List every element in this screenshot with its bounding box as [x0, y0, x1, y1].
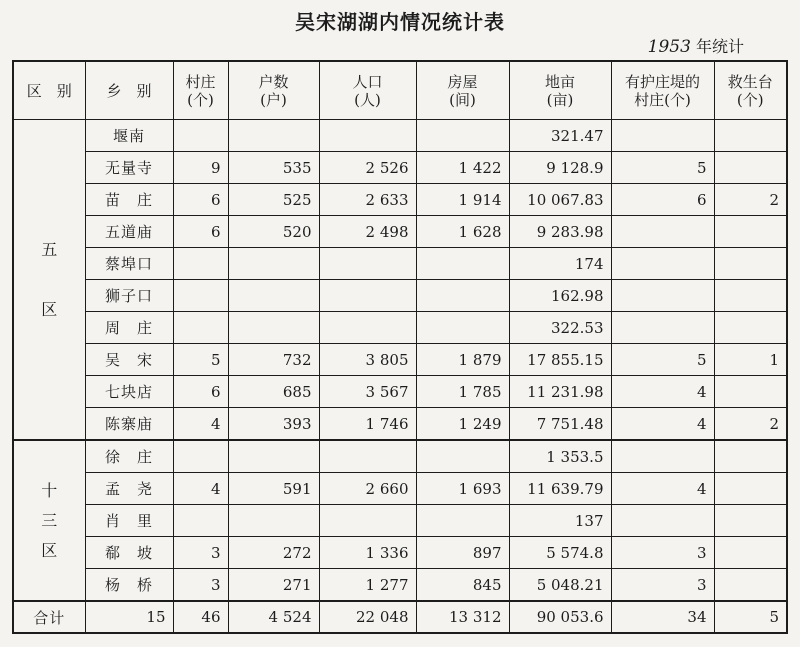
land-cell: 9 128.9 [509, 152, 611, 184]
header-rescue-platforms: 救生台 (个) [714, 61, 787, 120]
rescue-cell [714, 216, 787, 248]
township-cell: 吴 宋 [85, 344, 173, 376]
dike-cell: 6 [611, 184, 714, 216]
dike-cell: 5 [611, 344, 714, 376]
dike-cell [611, 505, 714, 537]
population-cell [319, 280, 416, 312]
table-row [13, 440, 787, 473]
land-cell: 137 [509, 505, 611, 537]
households-cell: 591 [228, 473, 319, 505]
population-cell: 1 746 [319, 408, 416, 441]
dike-cell: 5 [611, 152, 714, 184]
rescue-cell [714, 440, 787, 473]
dike-cell [611, 216, 714, 248]
houses-cell [416, 120, 509, 152]
villages-cell [173, 505, 228, 537]
houses-cell [416, 280, 509, 312]
total-population: 22 048 [319, 601, 416, 633]
villages-cell [173, 312, 228, 344]
villages-cell: 6 [173, 376, 228, 408]
population-cell: 1 277 [319, 569, 416, 602]
table-row [13, 569, 787, 602]
header-land: 地亩 (亩) [509, 61, 611, 120]
population-cell [319, 505, 416, 537]
land-cell: 174 [509, 248, 611, 280]
houses-cell: 897 [416, 537, 509, 569]
dike-cell [611, 120, 714, 152]
township-cell: 堰南 [85, 120, 173, 152]
villages-cell: 5 [173, 344, 228, 376]
header-population: 人口 (人) [319, 61, 416, 120]
households-cell: 535 [228, 152, 319, 184]
households-cell: 520 [228, 216, 319, 248]
villages-cell: 6 [173, 216, 228, 248]
header-district: 区 别 [13, 61, 85, 120]
table-row [13, 408, 787, 441]
households-cell: 272 [228, 537, 319, 569]
population-cell: 1 336 [319, 537, 416, 569]
land-cell: 10 067.83 [509, 184, 611, 216]
land-cell: 162.98 [509, 280, 611, 312]
households-cell [228, 312, 319, 344]
rescue-cell [714, 120, 787, 152]
rescue-cell [714, 376, 787, 408]
rescue-cell [714, 473, 787, 505]
rescue-cell [714, 569, 787, 602]
households-cell [228, 248, 319, 280]
villages-cell: 6 [173, 184, 228, 216]
rescue-cell [714, 537, 787, 569]
table-row [13, 184, 787, 216]
dike-cell: 3 [611, 537, 714, 569]
header-dike-villages: 有护庄堤的 村庄(个) [611, 61, 714, 120]
total-houses: 13 312 [416, 601, 509, 633]
table-title: 吴宋湖湖内情况统计表 [295, 10, 505, 34]
rescue-cell [714, 505, 787, 537]
houses-cell: 845 [416, 569, 509, 602]
year-number: 1953 [647, 37, 691, 57]
total-dike: 34 [611, 601, 714, 633]
houses-cell: 1 628 [416, 216, 509, 248]
table-row [13, 280, 787, 312]
header-villages: 村庄 (个) [173, 61, 228, 120]
total-households: 4 524 [228, 601, 319, 633]
villages-cell: 3 [173, 537, 228, 569]
township-cell: 无量寺 [85, 152, 173, 184]
population-cell: 2 633 [319, 184, 416, 216]
dike-cell: 4 [611, 473, 714, 505]
table-row [13, 376, 787, 408]
township-cell: 郗 坡 [85, 537, 173, 569]
table-row [13, 344, 787, 376]
households-cell [228, 120, 319, 152]
dike-cell: 4 [611, 376, 714, 408]
dike-cell [611, 248, 714, 280]
population-cell: 2 526 [319, 152, 416, 184]
households-cell [228, 505, 319, 537]
rescue-cell [714, 248, 787, 280]
households-cell [228, 280, 319, 312]
houses-cell [416, 248, 509, 280]
township-cell: 杨 桥 [85, 569, 173, 602]
villages-cell [173, 440, 228, 473]
table-row [13, 505, 787, 537]
table-row [13, 248, 787, 280]
households-cell: 393 [228, 408, 319, 441]
households-cell: 525 [228, 184, 319, 216]
villages-cell [173, 248, 228, 280]
houses-cell: 1 693 [416, 473, 509, 505]
land-cell: 17 855.15 [509, 344, 611, 376]
population-cell [319, 120, 416, 152]
year-suffix: 年统计 [695, 37, 744, 56]
total-rescue: 5 [714, 601, 787, 633]
households-cell: 685 [228, 376, 319, 408]
header-houses: 房屋 (间) [416, 61, 509, 120]
population-cell: 2 498 [319, 216, 416, 248]
rescue-cell [714, 152, 787, 184]
land-cell: 5 574.8 [509, 537, 611, 569]
land-cell: 1 353.5 [509, 440, 611, 473]
township-cell: 蔡埠口 [85, 248, 173, 280]
header-households: 户数 (户) [228, 61, 319, 120]
houses-cell [416, 505, 509, 537]
total-land: 90 053.6 [509, 601, 611, 633]
rescue-cell: 2 [714, 408, 787, 441]
township-cell: 徐 庄 [85, 440, 173, 473]
population-cell [319, 312, 416, 344]
dike-cell [611, 440, 714, 473]
villages-cell [173, 280, 228, 312]
rescue-cell [714, 280, 787, 312]
villages-cell: 4 [173, 473, 228, 505]
table-row [13, 312, 787, 344]
rescue-cell [714, 312, 787, 344]
population-cell: 3 805 [319, 344, 416, 376]
table-row [13, 537, 787, 569]
township-cell: 狮子口 [85, 280, 173, 312]
rescue-cell: 2 [714, 184, 787, 216]
table-row [13, 152, 787, 184]
township-cell: 五道庙 [85, 216, 173, 248]
villages-cell: 3 [173, 569, 228, 602]
households-cell [228, 440, 319, 473]
land-cell: 5 048.21 [509, 569, 611, 602]
header-township: 乡 别 [85, 61, 173, 120]
rescue-cell: 1 [714, 344, 787, 376]
houses-cell: 1 249 [416, 408, 509, 441]
houses-cell: 1 785 [416, 376, 509, 408]
year-note [648, 34, 744, 57]
land-cell: 322.53 [509, 312, 611, 344]
dike-cell: 3 [611, 569, 714, 602]
total-townships: 15 [85, 601, 173, 633]
table-row [13, 120, 787, 152]
township-cell: 七块店 [85, 376, 173, 408]
population-cell: 2 660 [319, 473, 416, 505]
houses-cell [416, 440, 509, 473]
total-row [13, 601, 787, 633]
dike-cell [611, 312, 714, 344]
villages-cell: 9 [173, 152, 228, 184]
population-cell: 3 567 [319, 376, 416, 408]
villages-cell: 4 [173, 408, 228, 441]
township-cell: 肖 里 [85, 505, 173, 537]
dike-cell [611, 280, 714, 312]
dike-cell: 4 [611, 408, 714, 441]
land-cell: 9 283.98 [509, 216, 611, 248]
total-label: 合计 [13, 601, 85, 633]
land-cell: 11 231.98 [509, 376, 611, 408]
township-cell: 陈寨庙 [85, 408, 173, 441]
houses-cell: 1 914 [416, 184, 509, 216]
villages-cell [173, 120, 228, 152]
houses-cell: 1 422 [416, 152, 509, 184]
township-cell: 苗 庄 [85, 184, 173, 216]
population-cell [319, 440, 416, 473]
header-row [13, 61, 787, 120]
land-cell: 321.47 [509, 120, 611, 152]
district-cell: 五 区 [13, 120, 85, 441]
statistics-table [12, 60, 788, 634]
houses-cell: 1 879 [416, 344, 509, 376]
table-row [13, 216, 787, 248]
total-villages: 46 [173, 601, 228, 633]
land-cell: 7 751.48 [509, 408, 611, 441]
population-cell [319, 248, 416, 280]
land-cell: 11 639.79 [509, 473, 611, 505]
houses-cell [416, 312, 509, 344]
district-cell: 十 三 区 [13, 440, 85, 601]
households-cell: 271 [228, 569, 319, 602]
township-cell: 周 庄 [85, 312, 173, 344]
township-cell: 孟 尧 [85, 473, 173, 505]
table-row [13, 473, 787, 505]
households-cell: 732 [228, 344, 319, 376]
